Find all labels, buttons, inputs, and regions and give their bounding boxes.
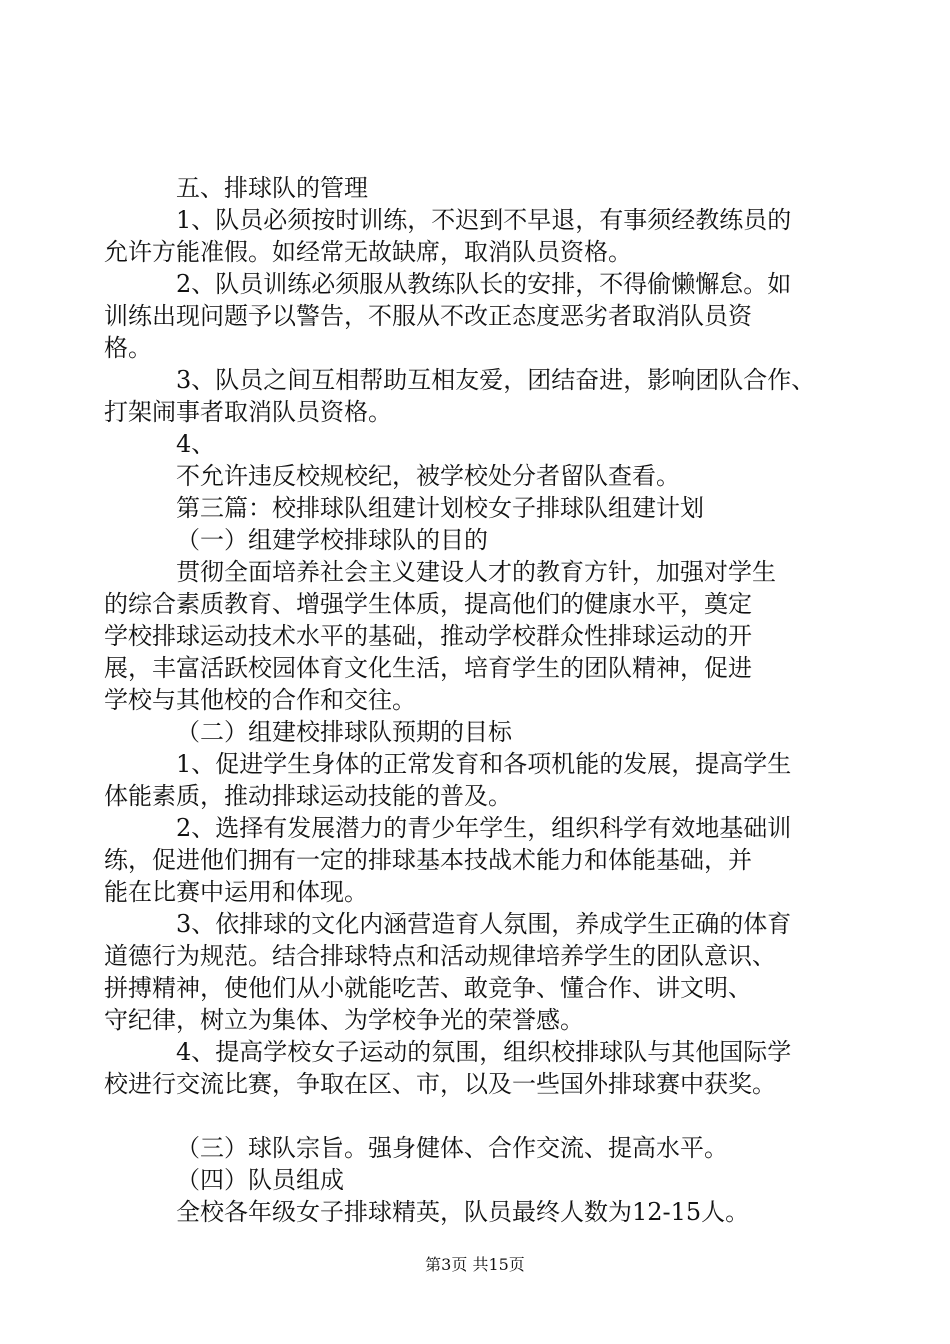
text-line: 守纪律，树立为集体、为学校争光的荣誉感。 — [104, 1006, 584, 1034]
text-line: 4、提高学校女子运动的氛围，组织校排球队与其他国际学 — [176, 1038, 792, 1066]
text-line: 的综合素质教育、增强学生体质，提高他们的健康水平，奠定 — [104, 590, 752, 618]
text-line: 学校排球运动技术水平的基础，推动学校群众性排球运动的开 — [104, 622, 752, 650]
text-line: 允许方能准假。如经常无故缺席，取消队员资格。 — [104, 238, 632, 266]
subsection-heading: （四）队员组成 — [176, 1166, 344, 1194]
text-line: 1、队员必须按时训练，不迟到不早退，有事须经教练员的 — [176, 206, 792, 234]
text-line: 训练出现问题予以警告，不服从不改正态度恶劣者取消队员资 — [104, 302, 752, 330]
text-line: 打架闹事者取消队员资格。 — [104, 398, 392, 426]
text-line: 3、依排球的文化内涵营造育人氛围，养成学生正确的体育 — [176, 910, 792, 938]
text-line: 4、 — [176, 430, 216, 458]
text-line: 学校与其他校的合作和交往。 — [104, 686, 416, 714]
text-line: 2、选择有发展潜力的青少年学生，组织科学有效地基础训 — [176, 814, 792, 842]
text-line: 3、队员之间互相帮助互相友爱，团结奋进，影响团队合作、 — [176, 366, 816, 394]
text-line: 练，促进他们拥有一定的排球基本技战术能力和体能基础，并 — [104, 846, 752, 874]
blank-line — [176, 1100, 848, 1132]
subsection-heading: （二）组建校排球队预期的目标 — [176, 718, 512, 746]
text-line: 能在比赛中运用和体现。 — [104, 878, 368, 906]
subsection-heading: （三）球队宗旨。强身健体、合作交流、提高水平。 — [176, 1134, 728, 1162]
document-body — [104, 172, 848, 1228]
text-line: 校进行交流比赛，争取在区、市，以及一些国外排球赛中获奖。 — [104, 1070, 776, 1098]
text-line: 贯彻全面培养社会主义建设人才的教育方针，加强对学生 — [176, 558, 776, 586]
chapter-title: 第三篇：校排球队组建计划校女子排球队组建计划 — [176, 494, 704, 522]
page-footer: 第3页 共15页 — [425, 1255, 525, 1274]
text-line: 体能素质，推动排球运动技能的普及。 — [104, 782, 512, 810]
text-line: 全校各年级女子排球精英，队员最终人数为12-15人。 — [176, 1198, 750, 1226]
text-line: 1、促进学生身体的正常发育和各项机能的发展，提高学生 — [176, 750, 792, 778]
text-line: 拼搏精神，使他们从小就能吃苦、敢竞争、懂合作、讲文明、 — [104, 974, 752, 1002]
subsection-heading: （一）组建学校排球队的目的 — [176, 526, 488, 554]
text-line: 不允许违反校规校纪，被学校处分者留队查看。 — [176, 462, 680, 490]
text-line: 格。 — [104, 334, 152, 362]
text-line: 展，丰富活跃校园体育文化生活，培育学生的团队精神，促进 — [104, 654, 752, 682]
text-line: 道德行为规范。结合排球特点和活动规律培养学生的团队意识、 — [104, 942, 776, 970]
section-heading: 五、排球队的管理 — [176, 174, 368, 202]
text-line: 2、队员训练必须服从教练队长的安排，不得偷懒懈怠。如 — [176, 270, 792, 298]
